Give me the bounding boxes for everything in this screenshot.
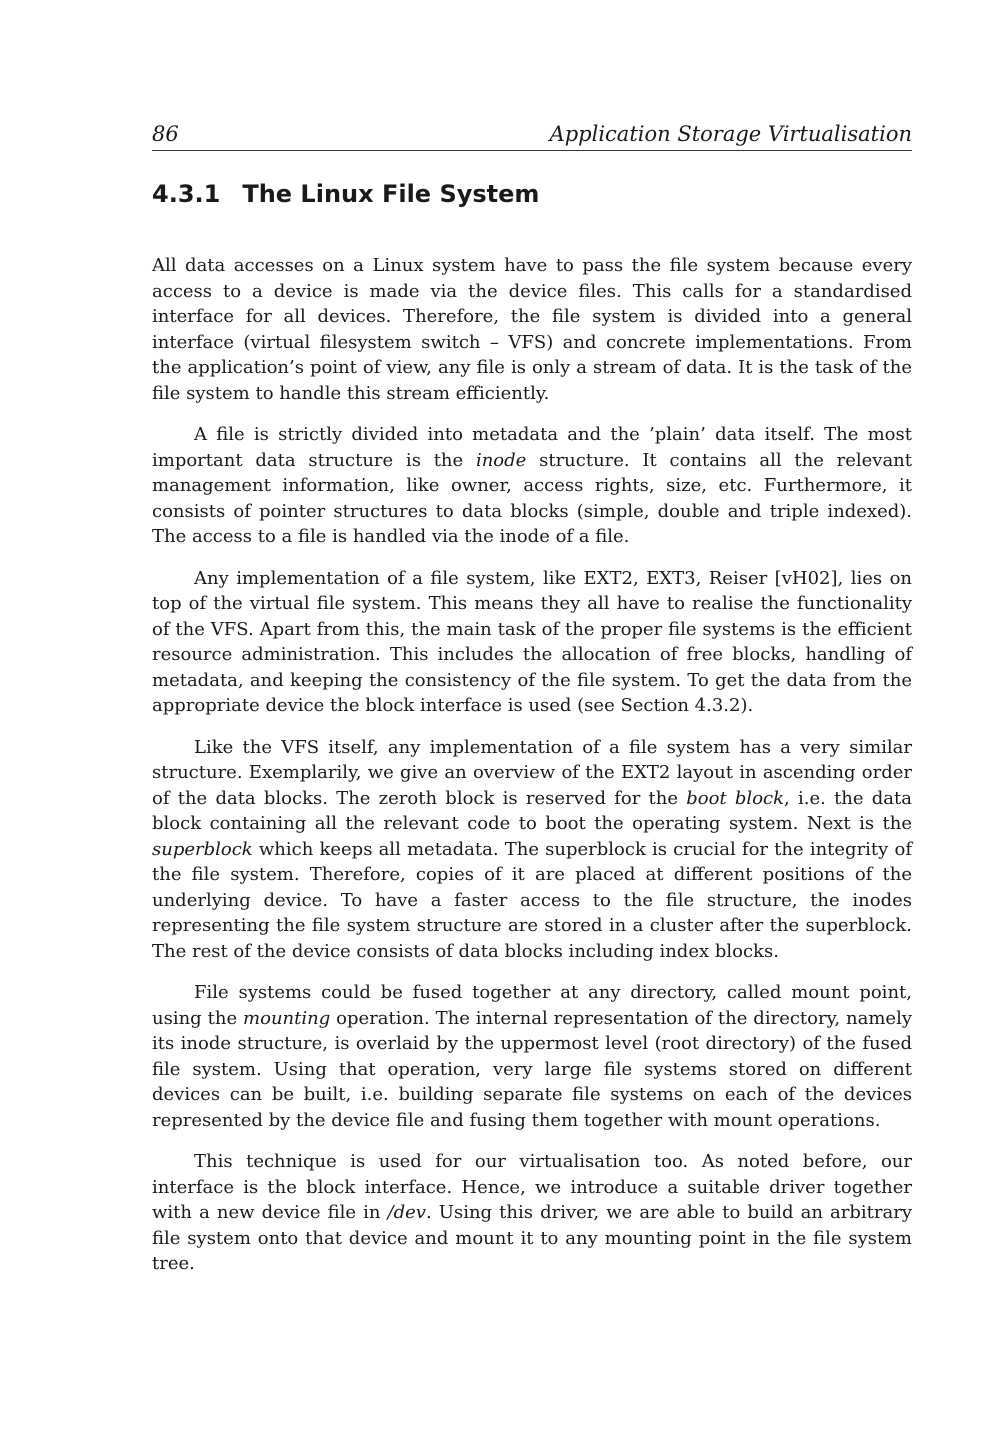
section-heading — [152, 177, 912, 211]
paragraph-4-text-b: , i.e. the data block containing all the relevant code to boot the operating system. Next is the — [152, 787, 912, 834]
paragraph-2 — [152, 422, 912, 550]
paragraph-4-text-a: Like the VFS itself, any implementation of a file system has a very similar structure. Exemplarily, we give an overview of the EXT2 layout in ascending order of the data blocks. The zeroth block is reserved for the — [152, 736, 912, 809]
running-header — [152, 120, 912, 151]
paragraph-6-text-b: . Using this driver, we are able to build an arbitrary file system onto that device and mount it to any mounting point in the file system tree. — [152, 1202, 912, 1274]
paragraph-5-text-a: File systems could be fused together at any directory, called mount point, using the — [152, 982, 912, 1029]
paragraph-3: Any implementation of a file system, like EXT2, EXT3, Reiser [vH02], lies on top of the virtual file system. This means they all have to realise the functionality of the VFS. Apart from this, the main task of the proper file systems is the efficient resource administration. This includes the allocation of free blocks, handling of metadata, and keeping the consistency of the file system. To get the data from the appropriate device the block interface is used (see Section 4.3.2). — [152, 567, 912, 716]
section-number: 4.3.1 — [152, 180, 221, 208]
document-page — [152, 120, 912, 1293]
term-dev-path: /dev — [387, 1202, 426, 1223]
running-title: Application Storage Virtualisation — [549, 122, 912, 146]
paragraph-4 — [152, 735, 912, 965]
page-number: 86 — [152, 122, 179, 146]
paragraph-4-text-c: which keeps all metadata. The superblock is crucial for the integrity of the file system. Therefore, copies of it are placed at different positions of the underlying device. To have a faster access to the file structure, the inodes representing the file system structure are stored in a cluster after the superblock. The rest of the device consists of data blocks including index blocks. — [152, 838, 912, 962]
body-text — [152, 253, 912, 1277]
paragraph-6-text-a: This technique is used for our virtualisation too. As noted before, our interface is the block interface. Hence, we introduce a suitable driver together with a new device file in — [152, 1151, 912, 1223]
term-inode: inode — [475, 449, 527, 471]
paragraph-2-text-b: structure. It contains all the relevant management information, like owner, access rights, size, etc. Furthermore, it consists of pointer structures to data blocks (simple, double and triple indexed). The access to a file is handled via the inode of a file. — [152, 449, 913, 547]
paragraph-1: All data accesses on a Linux system have to pass the file system because every access to a device is made via the device files. This calls for a standardised interface for all devices. Therefore, the file system is divided into a general interface (virtual filesystem switch – VFS) and concrete implementations. From the application’s point of view, any file is only a stream of data. It is the task of the file system to handle this stream efficiently. — [152, 255, 912, 404]
paragraph-6 — [152, 1149, 912, 1277]
paragraph-2-text-a: A file is strictly divided into metadata and the ’plain’ data itself. The most important data structure is the — [152, 424, 912, 471]
term-mounting: mounting — [243, 1007, 331, 1029]
section-title: The Linux File System — [242, 180, 540, 208]
term-superblock: superblock — [152, 838, 253, 860]
paragraph-5-text-b: operation. The internal representation of the directory, namely its inode structure, is overlaid by the uppermost level (root directory) of the fused file system. Using that operation, very large file systems stored on different devices can be built, i.e. building separate file systems on each of the devices represented by the device file and fusing them together with mount operations. — [152, 1007, 913, 1131]
term-boot-block: boot block — [686, 787, 785, 809]
paragraph-5 — [152, 980, 912, 1133]
